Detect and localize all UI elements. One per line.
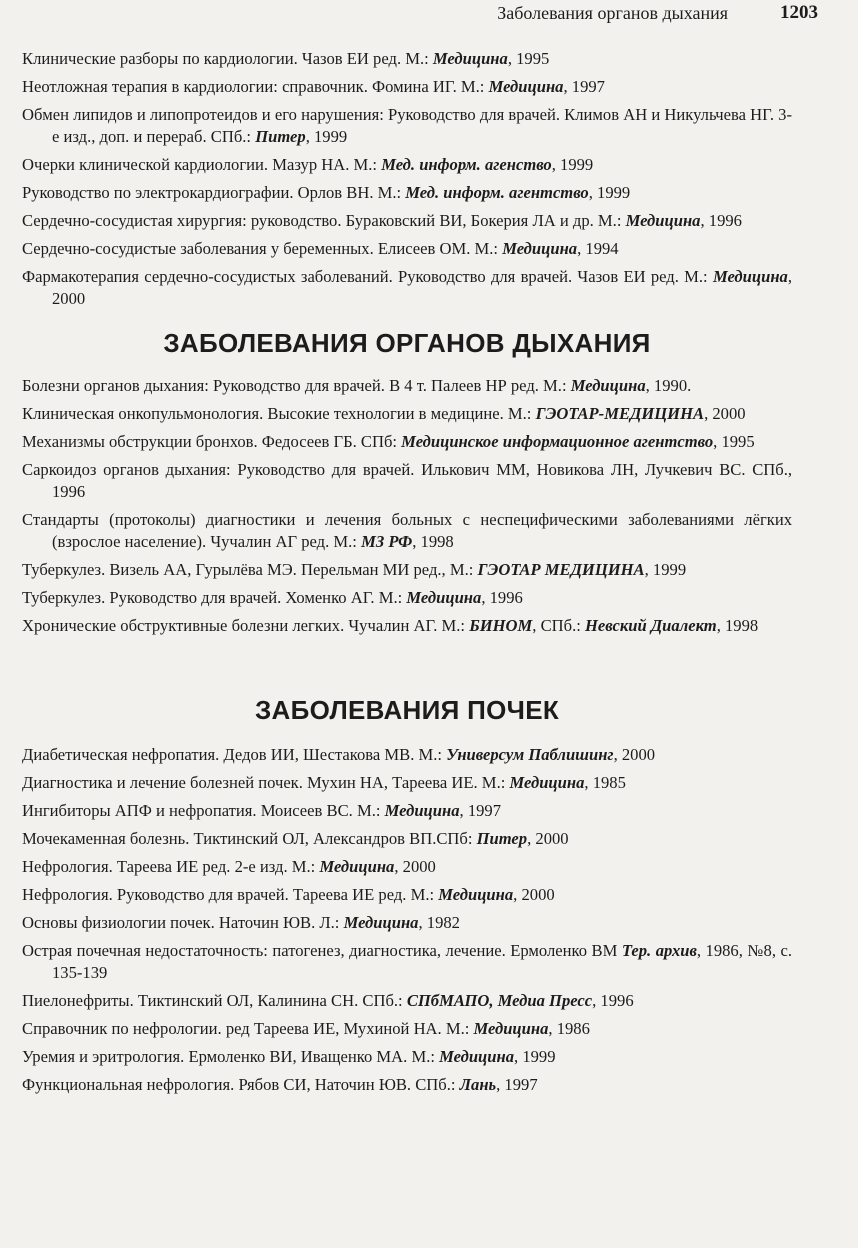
running-head-title: Заболевания органов дыхания: [497, 2, 728, 23]
bibliography-entry: [22, 800, 792, 822]
entry-text: , 1999: [588, 183, 631, 202]
entry-text: , 1982: [418, 913, 460, 932]
entry-text: , 1997: [496, 1075, 538, 1094]
publisher-name: Медицина: [570, 376, 646, 395]
entry-text: , 1986, №8, с. 135-139: [52, 941, 792, 982]
bibliography-entry: [22, 884, 792, 906]
entry-text: , 1996: [700, 211, 742, 230]
entry-text: Хронические обструктивные болезни легких. Чучалин АГ. М.:: [22, 616, 470, 635]
entry-text: Неотложная терапия в кардиологии: справочник. Фомина ИГ. М.:: [22, 77, 489, 96]
bibliography-entry: [22, 990, 792, 1012]
entry-text: Клиническая онкопульмонология. Высокие технологии в медицине. М.:: [22, 404, 536, 423]
publisher-name: Медицина: [439, 1047, 515, 1066]
bibliography-entry: [22, 772, 792, 794]
section-heading: ЗАБОЛЕВАНИЯ ПОЧЕК: [254, 695, 560, 725]
publisher-name: Питер: [476, 829, 528, 848]
entry-text: Справочник по нефрологии. ред Тареева ИЕ, Мухиной НА. М.:: [22, 1019, 474, 1038]
entry-text: , 1996: [481, 588, 523, 607]
publisher-name: Лань: [459, 1075, 497, 1094]
publisher-name: МЗ РФ: [361, 532, 413, 551]
entry-text: Пиелонефриты. Тиктинский ОЛ, Калинина СН. СПб.:: [22, 991, 407, 1010]
running-head: [22, 0, 818, 26]
bibliography-entry: [22, 210, 792, 232]
entry-text: Стандарты (протоколы) диагностики и лечения больных с неспецифическими заболеваниями лёгких (взрослое население). Чучалин АГ ред. М.:: [22, 510, 792, 551]
entry-text: , 1999: [551, 155, 594, 174]
entry-text: Сердечно-сосудистая хирургия: руководство. Бураковский ВИ, Бокерия ЛА и др. М.:: [22, 211, 626, 230]
entry-text: Болезни органов дыхания: Руководство для врачей. В 4 т. Палеев НР ред. М.:: [22, 376, 571, 395]
section-heading: ЗАБОЛЕВАНИЯ ОРГАНОВ ДЫХАНИЯ: [163, 328, 651, 358]
entry-text: , 2000: [527, 829, 569, 848]
publisher-name: Медицина: [625, 211, 701, 230]
page-number: 1203: [780, 2, 818, 23]
entry-text: , 1994: [577, 239, 619, 258]
entry-text: , 2000: [513, 885, 555, 904]
bibliography-entry: [22, 1046, 792, 1068]
entry-text: Клинические разборы по кардиологии. Чазов ЕИ ред. М.:: [22, 49, 433, 68]
entry-text: , 1990.: [645, 376, 692, 395]
entry-text: Мочекаменная болезнь. Тиктинский ОЛ, Александров ВП.СПб:: [22, 829, 477, 848]
entry-text: Нефрология. Тареева ИЕ ред. 2-е изд. М.:: [22, 857, 320, 876]
entry-text: , 1986: [548, 1019, 590, 1038]
publisher-name: Медицинское информационное агентство: [401, 432, 714, 451]
entry-text: , 1996: [592, 991, 634, 1010]
bibliography-entry: [22, 375, 792, 397]
entry-text: Сердечно-сосудистые заболевания у беременных. Елисеев ОМ. М.:: [22, 239, 503, 258]
publisher-name: Питер: [255, 127, 306, 146]
bibliography-entry: [22, 403, 792, 425]
publisher-name: Медицина: [432, 49, 508, 68]
bibliography-entry: [22, 1074, 792, 1096]
entry-text: Нефрология. Руководство для врачей. Тареева ИЕ ред. М.:: [22, 885, 439, 904]
entry-text: , 2000: [394, 857, 436, 876]
publisher-name: Медицина: [473, 1019, 549, 1038]
bibliography-entry: [22, 587, 792, 609]
bibliography-entry: [22, 459, 792, 503]
entry-text: Диагностика и лечение болезней почек. Мухин НА, Тареева ИЕ. М.:: [22, 773, 510, 792]
bibliography-entry: [22, 940, 792, 984]
bibliography-entry: [22, 1018, 792, 1040]
entry-text: , 1997: [563, 77, 605, 96]
bibliography-entry: [22, 76, 792, 98]
publisher-name: Невский Диалект: [584, 616, 717, 635]
entry-text: Диабетическая нефропатия. Дедов ИИ, Шестакова МВ. М.:: [22, 745, 447, 764]
bibliography-entry: [22, 509, 792, 553]
bibliography-entry: [22, 154, 792, 176]
bibliography-entry: [22, 744, 792, 766]
entry-text: , 1999: [514, 1047, 556, 1066]
entry-text: , 1999: [305, 127, 348, 146]
entry-text: Функциональная нефрология. Рябов СИ, Наточин ЮВ. СПб.:: [22, 1075, 460, 1094]
publisher-name: Медицина: [319, 857, 395, 876]
entry-text: , 1985: [584, 773, 626, 792]
entry-text: , 1998: [716, 616, 759, 635]
entry-text: Основы физиологии почек. Наточин ЮВ. Л.:: [22, 913, 344, 932]
entry-text: , 1995: [713, 432, 755, 451]
publisher-name: Мед. информ. агенство: [381, 155, 552, 174]
bibliography-entry: [22, 431, 792, 453]
entry-text: , 1995: [507, 49, 550, 68]
entry-text: , 1997: [459, 801, 502, 820]
publisher-name: Мед. информ. агентство: [405, 183, 589, 202]
publisher-name: СПбМАПО, Медиа Пресс: [406, 991, 593, 1010]
entry-text: Острая почечная недостаточность: патогенез, диагностика, лечение. Ермоленко ВМ: [22, 941, 622, 960]
publisher-name: Универсум Паблишинг: [446, 745, 614, 764]
entry-text: , 1999: [644, 560, 687, 579]
bibliography-entry: [22, 912, 792, 934]
publisher-name: Тер. архив: [621, 941, 697, 960]
entry-text: Руководство по электрокардиографии. Орлов ВН. М.:: [22, 183, 406, 202]
entry-text: Туберкулез. Визель АА, Гурылёва МЭ. Перельман МИ ред., М.:: [22, 560, 478, 579]
publisher-name: Медицина: [406, 588, 482, 607]
publisher-name: Медицина: [712, 267, 788, 286]
bibliography-entry: [22, 238, 792, 260]
publisher-name: Медицина: [438, 885, 514, 904]
publisher-name: ГЭОТАР-МЕДИЦИНА: [535, 404, 705, 423]
entry-text: Туберкулез. Руководство для врачей. Хоменко АГ. М.:: [22, 588, 407, 607]
entry-text: , 2000: [704, 404, 746, 423]
bibliography-entry: [22, 559, 792, 581]
bibliography-entry: [22, 856, 792, 878]
publisher-name: ГЭОТАР МЕДИЦИНА: [477, 560, 645, 579]
entry-text: , 1998: [412, 532, 454, 551]
entry-text: Фармакотерапия сердечно-сосудистых заболеваний. Руководство для врачей. Чазов ЕИ ред. М.:: [22, 267, 713, 286]
entry-text: Механизмы обструкции бронхов. Федосеев ГБ. СПб:: [22, 432, 402, 451]
bibliography-entry: [22, 828, 792, 850]
bibliography-entry: [22, 48, 792, 70]
entry-text: Обмен липидов и липопротеидов и его нарушения: Руководство для врачей. Климов АН и Никульчева НГ. 3-е изд., доп. и перераб. СПб.:: [22, 105, 792, 146]
entry-text: Саркоидоз органов дыхания: Руководство для врачей. Илькович ММ, Новикова ЛН, Лучкевич ВС. СПб., 1996: [22, 460, 792, 501]
entry-text: , 2000: [52, 267, 792, 308]
entry-text: , СПб.:: [532, 616, 585, 635]
publisher-name: Медицина: [509, 773, 585, 792]
bibliography-entry: [22, 182, 792, 204]
publisher-name: Медицина: [488, 77, 564, 96]
entry-text: , 2000: [613, 745, 656, 764]
entry-text: Очерки клинической кардиологии. Мазур НА. М.:: [22, 155, 382, 174]
entry-text: Ингибиторы АПФ и нефропатия. Моисеев ВС. М.:: [22, 801, 385, 820]
publisher-name: БИНОМ: [469, 616, 533, 635]
publisher-name: Медицина: [343, 913, 419, 932]
bibliography-entry: [22, 104, 792, 148]
entry-text: Уремия и эритрология. Ермоленко ВИ, Иващенко МА. М.:: [22, 1047, 440, 1066]
publisher-name: Медицина: [502, 239, 578, 258]
publisher-name: Медицина: [384, 801, 460, 820]
bibliography-entry: [22, 266, 792, 310]
bibliography-content: [22, 48, 792, 1102]
bibliography-entry: [22, 615, 792, 637]
